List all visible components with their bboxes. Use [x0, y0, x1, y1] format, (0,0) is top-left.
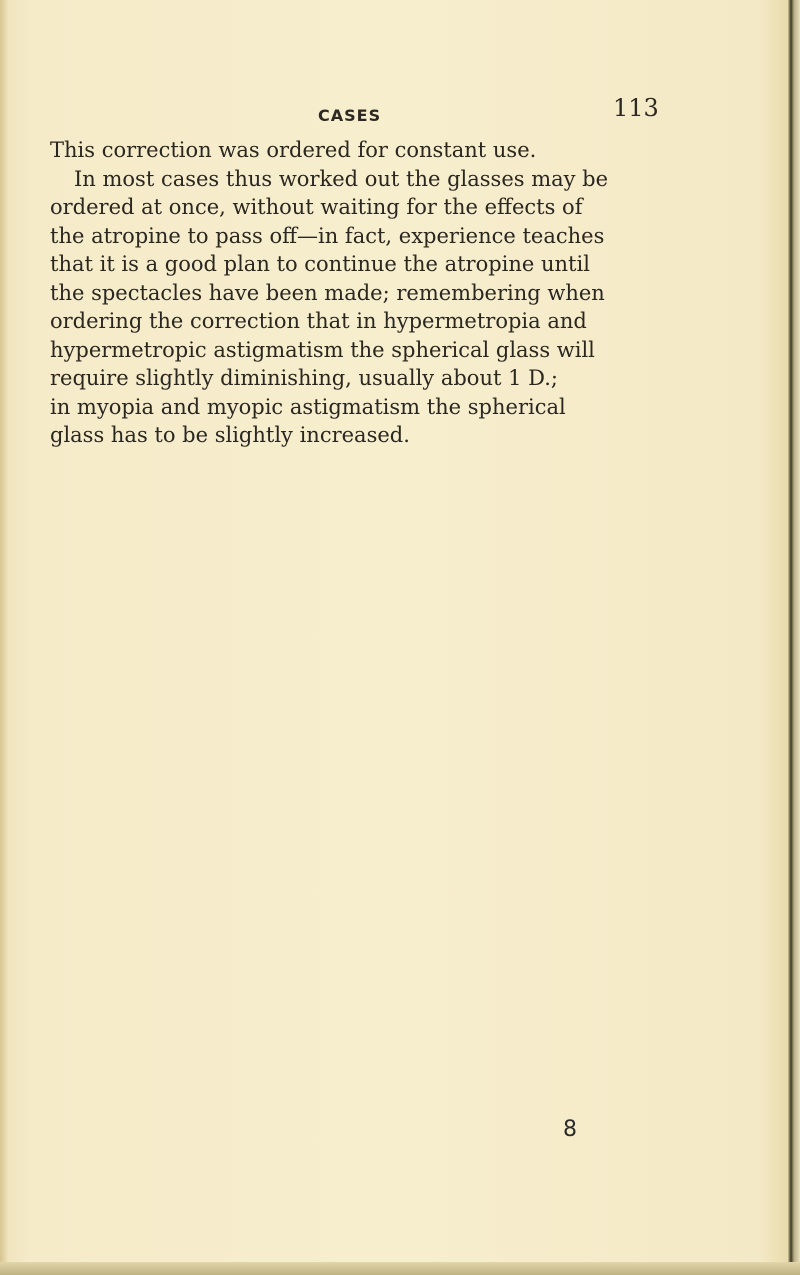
text-line: hypermetropic astigmatism the spherical glass will — [50, 337, 595, 362]
body-text — [50, 136, 690, 450]
text-line: glass has to be slightly increased. — [50, 423, 410, 447]
text-line: that it is a good plan to continue the atropine until — [50, 252, 590, 276]
text-line: in myopia and myopic astigmatism the spherical — [50, 394, 566, 419]
text-line: the atropine to pass off—in fact, experience teaches — [50, 223, 605, 248]
text-line: ordering the correction that in hypermetropia and — [50, 309, 587, 333]
folio-mark: 8 — [563, 1117, 577, 1142]
page-binding-edge — [788, 0, 800, 1275]
page-bottom-edge — [0, 1262, 800, 1275]
page-left-edge — [0, 0, 8, 1275]
text-line: In most cases thus worked out the glasses may be — [74, 166, 609, 191]
text-line: require slightly diminishing, usually about 1 D.; — [50, 366, 558, 390]
text-line: the spectacles have been made; remembering when — [50, 280, 605, 305]
text-line: ordered at once, without waiting for the effects of — [50, 195, 583, 219]
page-number: 113 — [613, 94, 659, 122]
text-line: This correction was ordered for constant use. — [50, 138, 537, 162]
running-head: CASES — [318, 106, 382, 125]
